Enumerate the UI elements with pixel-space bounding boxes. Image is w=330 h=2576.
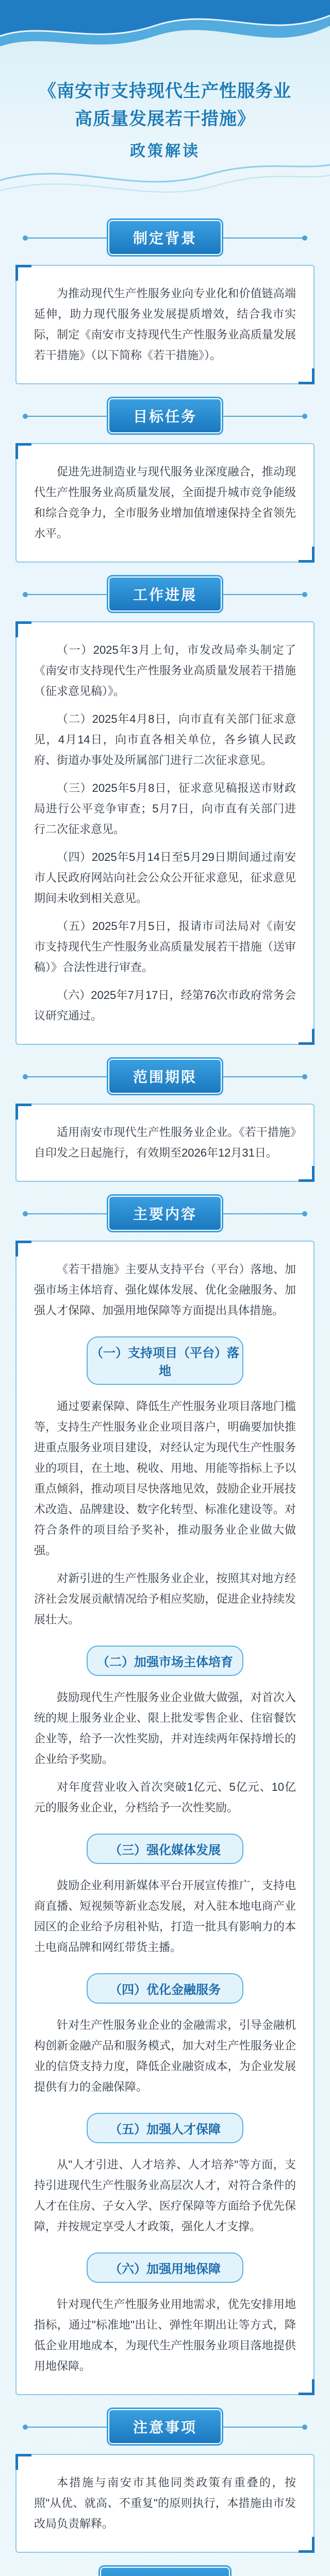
- subsection-tag: （三）强化媒体发展: [87, 1834, 243, 1864]
- section-title: 注意事项: [108, 2409, 222, 2444]
- subsection-tag: （二）加强市场主体培育: [87, 1646, 243, 1676]
- section-paragraph: 促进先进制造业与现代服务业深度融合，推动现代生产性服务业高质量发展，全面提升城市竞争能级和综合竞争力，全市服务业增加值增速保持全省领先水平。: [34, 465, 296, 540]
- section-process: [15, 577, 315, 1045]
- header-bottom-wave: [0, 129, 330, 211]
- section-paragraph: 从"人才引进、人才培养、人才培养"等方面，支持引进现代生产性服务业高层次人才，对符合条件的人才在住房、子女入学、医疗保障等方面给予优先保障，并按规定享受人才政策，强化人才支撑。: [34, 2158, 296, 2233]
- section-terms: [15, 2567, 315, 2576]
- section-notes: [15, 2410, 315, 2553]
- section-paragraph: （五）2025年7月5日，报请市司法局对《南安市支持现代生产性服务业高质量发展若干措施（送审稿）》合法性进行审查。: [34, 920, 296, 974]
- page-title-line2: 高质量发展若干措施》: [75, 109, 255, 129]
- page-title-line1: 《南安市支持现代生产性服务业: [39, 81, 291, 101]
- section-card: [15, 1104, 315, 1182]
- section-title: 范围期限: [108, 1059, 222, 1094]
- section-paragraph: 本措施与南安市其他同类政策有重叠的，按照"从优、就高、不重复"的原则执行，本措施由市发改局负责解释。: [34, 2476, 296, 2530]
- section-heading: [15, 2567, 315, 2576]
- page-subtitle: 政策解读: [130, 143, 200, 160]
- page-title: [0, 77, 330, 133]
- section-heading: [15, 399, 315, 433]
- section-title: 工作进展: [108, 577, 222, 612]
- section-paragraph: 鼓励现代生产性服务业企业做大做强，对首次入统的规上服务业企业、限上批发零售企业、住宿餐饮企业等，给予一次性奖励，并对连续两年保持增长的企业给予奖励。: [34, 1691, 296, 1766]
- section-paragraph: 对年度营业收入首次突破1亿元、5亿元、10亿元的服务业企业，分档给予一次性奖励。: [34, 1781, 296, 1814]
- section-scope: [15, 1059, 315, 1182]
- section-paragraph: 针对现代生产性服务业用地需求，优先安排用地指标，通过"标准地"出让、弹性年期出让等方式，降低企业用地成本，为现代生产性服务业项目落地提供用地保障。: [34, 2298, 296, 2372]
- section-heading: [15, 221, 315, 255]
- section-title: [100, 2567, 229, 2576]
- section-heading: [15, 577, 315, 611]
- section-paragraph: 适用南安市现代生产性服务业企业。《若干措施》自印发之日起施行，有效期至2026年12月31日。: [34, 1126, 296, 1159]
- section-heading: [15, 1059, 315, 1093]
- section-card: [15, 1241, 315, 2395]
- section-heading: [15, 1196, 315, 1230]
- section-card: [15, 443, 315, 563]
- page-header: [0, 0, 330, 206]
- section-card: [15, 265, 315, 384]
- subsection-tag: （五）加强人才保障: [87, 2113, 243, 2143]
- section-card: [15, 621, 315, 1045]
- section-paragraph: 对新引进的生产性服务业企业，按照其对地方经济社会发展贡献情况给予相应奖励，促进企业持续发展壮大。: [34, 1572, 296, 1626]
- section-paragraph: 通过要素保障、降低生产性服务业项目落地门槛等，支持生产性服务业企业项目落户，明确要加快推进重点服务业项目建设，对经认定为现代生产性服务业的项目，在土地、税收、用地、用能等指标上予以重点倾斜，推动项目尽快落地见效，鼓励企业开展技术改造、品牌建设、数字化转型、标准化建设等。对符合条件的项目给予奖补，推动服务业企业做大做强。: [34, 1400, 296, 1557]
- header-wave-decoration: [0, 0, 330, 62]
- section-paragraph: 为推动现代生产性服务业向专业化和价值链高端延伸，助力现代服务业发展提质增效，结合我市实际，制定《南安市支持现代生产性服务业高质量发展若干措施》（以下简称《若干措施》）。: [34, 287, 296, 362]
- section-paragraph: （六）2025年7月17日，经第76次市政府常务会议研究通过。: [34, 989, 296, 1022]
- section-paragraph: （一）2025年3月上旬，市发改局牵头制定了《南安市支持现代生产性服务业高质量发展若干措施（征求意见稿）》。: [34, 643, 296, 698]
- subsection-tag: （四）优化金融服务: [87, 1973, 243, 2004]
- section-card: [15, 2454, 315, 2553]
- section-paragraph: （三）2025年5月8日，征求意见稿报送市财政局进行公平竞争审查；5月7日，向市直有关部门进行二次征求意见。: [34, 782, 296, 836]
- subsection-tag: （六）加强用地保障: [87, 2252, 243, 2283]
- section-content: [15, 1196, 315, 2395]
- section-background: [15, 221, 315, 384]
- section-paragraph: 鼓励企业利用新媒体平台开展宣传推广，支持电商直播、短视频等新业态发展，对入驻本地电商产业园区的企业给予房租补贴，打造一批具有影响力的本土电商品牌和网红带货主播。: [34, 1879, 296, 1954]
- section-goals: [15, 399, 315, 563]
- section-title: 制定背景: [108, 220, 222, 255]
- section-title: 目标任务: [108, 398, 222, 433]
- content-intro: 《若干措施》主要从支持平台（平台）落地、加强市场主体培育、强化媒体发展、优化金融服务、加强人才保障、加强用地保障等方面提出具体措施。: [34, 1263, 296, 1317]
- section-paragraph: （四）2025年5月14日至5月29日期间通过南安市人民政府网站向社会公众公开征求意见，征求意见期间未收到相关意见。: [34, 851, 296, 905]
- section-paragraph: 针对生产性服务业企业的金融需求，引导金融机构创新金融产品和服务模式，加大对生产性服务业企业的信贷支持力度，降低企业融资成本，为企业发展提供有力的金融保障。: [34, 2019, 296, 2093]
- section-heading: [15, 2410, 315, 2444]
- section-paragraph: （二）2025年4月8日，向市直有关部门征求意见，4月14日，向市直各相关单位，各乡镇人民政府、街道办事处及所属部门进行二次征求意见。: [34, 713, 296, 767]
- subsection-tag: （一）支持项目（平台）落地: [87, 1336, 243, 1385]
- section-title: 主要内容: [108, 1196, 222, 1231]
